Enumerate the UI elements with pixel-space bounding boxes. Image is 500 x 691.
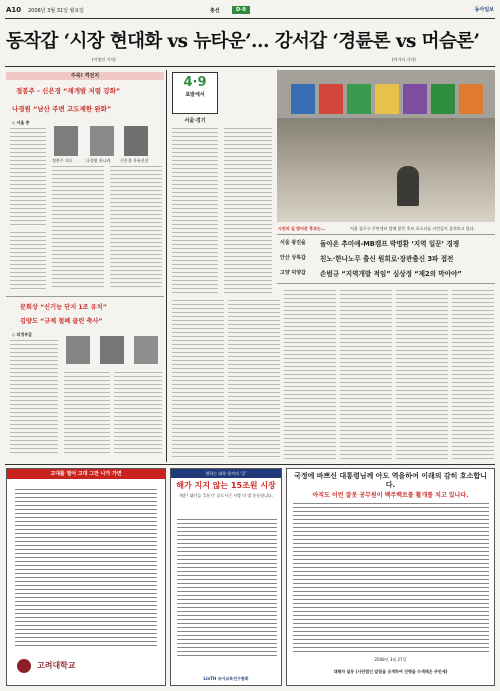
photo-caption-text: 서울 종로구 주민센터 앞에 붙은 후보 포스터를 시민들이 살펴보고 있다. (350, 226, 475, 231)
vertical-rule-left (166, 70, 167, 462)
article2-reporter: ◇ 의정부갑 (12, 332, 32, 337)
photo-caption-3: 신은경 자유선진 (120, 158, 149, 163)
candidate-photo-2 (90, 126, 114, 156)
page-number: A10 (6, 6, 22, 14)
candidate-photo-3 (124, 126, 148, 156)
poster-7 (459, 84, 483, 114)
article2-text-col2 (64, 372, 110, 454)
section-tag: D-9 (232, 6, 250, 14)
poster-1 (291, 84, 315, 114)
left-ad (6, 468, 166, 686)
feature-region: 서울·경기 (184, 118, 206, 124)
right-ad-headline: 국정에 바쁘신 대통령님께 아도 역을하여 이래의 감히 호소합니다. (294, 472, 487, 489)
article2-text-col1 (10, 340, 58, 454)
candidate-photo-1 (54, 126, 78, 156)
poster-4 (375, 84, 399, 114)
article1-text-col1b (10, 232, 46, 290)
article2-title-1: 문희상 “신기능 단지 1조 유치” (20, 304, 107, 311)
headline-byline-right: (이기자 기자) (392, 57, 416, 62)
article1-text-col1 (10, 128, 46, 228)
header-rule (5, 18, 495, 19)
headline-rule (5, 66, 495, 67)
right-ad (286, 468, 495, 686)
article1-title-1: 정봉주 - 신은경 “재개발 저렴 강화” (16, 87, 121, 95)
row-3-region: 고양 덕양갑 (280, 270, 306, 276)
candidate-photo-4 (66, 336, 90, 364)
candidate-photo-5 (100, 336, 124, 364)
photo-caption-1: 정봉주 지도 (52, 158, 73, 163)
center-ad-headline: 해가 지지 않는 15조원 시장 (176, 481, 276, 490)
rows-bottom-rule (277, 283, 495, 284)
row-1-region: 서울 광진을 (280, 240, 306, 246)
right-ad-footer: 대해자 일동 (사단법인 알림을 공개하여 진행을 수색해온 주민세) (333, 669, 448, 674)
body-col-3 (284, 290, 336, 460)
center-text-col2 (224, 128, 272, 296)
article2-text-col3 (114, 372, 162, 454)
main-photo (277, 70, 495, 222)
poster-2 (319, 84, 343, 114)
article1-text-col3 (110, 166, 162, 290)
paper-name: 동아일보 (474, 7, 494, 13)
poster-3 (347, 84, 371, 114)
center-ad-text (177, 519, 277, 659)
center-ad-footer: LinTH 유아교육연구협회 (203, 676, 249, 681)
photo-figure (397, 166, 419, 206)
body-col-4 (340, 290, 392, 460)
center-ad-sub: 개운! 대인들 ‘1분기’ 골드시즌 시방 미 발 운동합니다. (178, 493, 274, 498)
body-col-1 (172, 300, 224, 460)
right-ad-sub: 아직도 이런 잘못 공무원이 백주백로를 활개를 치고 있나다. (312, 492, 469, 499)
row-1-text: 돌아온 추미애-MB캠프 박명환 ‘지역 일꾼’ 경쟁 (320, 240, 460, 248)
center-text-col1 (172, 128, 218, 296)
body-col-2 (228, 300, 280, 460)
right-ad-date: 2008년 3월 27일 (374, 657, 407, 662)
left-ad-text (15, 489, 157, 649)
poster-5 (403, 84, 427, 114)
center-ad (170, 468, 282, 686)
right-ad-text (293, 503, 489, 653)
candidate-photo-6 (134, 336, 158, 364)
article2-title-2: 김양도 “규제 철폐 클린 축사” (20, 318, 103, 325)
center-ad-top: 원하는 대학 합격의 ‘길’ (171, 469, 281, 478)
left-divider (6, 296, 164, 297)
feature-label: 표밭에서 (185, 92, 205, 98)
university-name: 고려대학교 (37, 661, 76, 670)
rows-top-rule (277, 234, 495, 235)
article1-title-2: 나경원 “남산 주변 고도제한 완화” (12, 105, 112, 113)
poster-6 (431, 84, 455, 114)
article1-text-col2 (52, 166, 104, 290)
main-headline: 동작갑 ‘시장 현대화 vs 뉴타운’… 강서갑 ‘경륜론 vs 머슴론’ (6, 31, 480, 52)
feature-box (172, 72, 218, 114)
issue-date: 2008년 3월 31일 월요일 (28, 8, 85, 14)
row-3-text: 손범규 “지역개발 적임” 심상정 “제2의 막아야” (320, 270, 462, 278)
university-logo-icon (17, 659, 31, 673)
body-col-7 (452, 290, 494, 460)
left-ad-banner: 고대를 열어 고대 그만 나가 가면 (7, 469, 165, 479)
row-2-region: 안산 상록갑 (280, 255, 306, 261)
feature-number: 4·9 (183, 75, 207, 90)
row-2-text: 친노·한나노무 출신 원희로·장관출신 3파 접전 (320, 255, 454, 263)
article-kicker: 주목! 격전지 (6, 72, 164, 80)
section-label: 총선 (210, 8, 220, 14)
ad-divider (5, 464, 495, 465)
photo-caption-2: 나경원 한나라 (86, 158, 111, 163)
body-col-5 (396, 290, 448, 460)
article1-reporter: ◇ 서울 중 (12, 120, 30, 125)
photo-caption-title: 사전의 일 받아준 후보는… (278, 226, 325, 231)
headline-byline-left: (이명건 기자) (92, 57, 116, 62)
